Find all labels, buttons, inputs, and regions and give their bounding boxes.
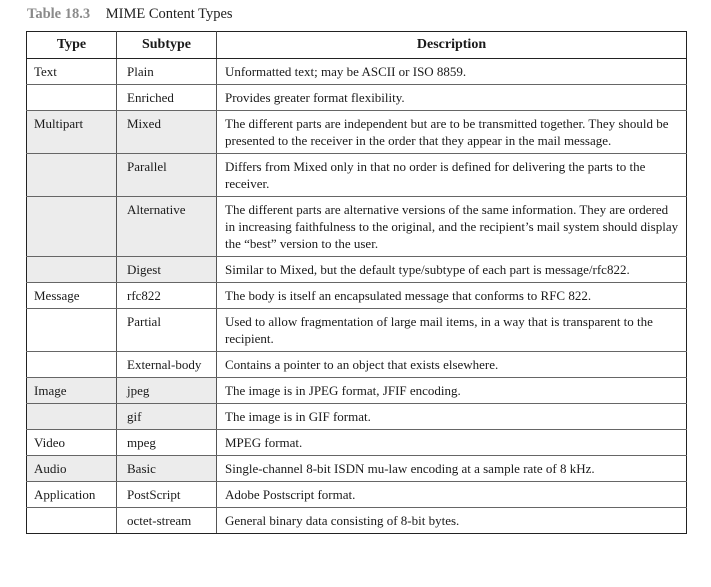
type-cell: Multipart bbox=[27, 111, 117, 154]
table-row bbox=[27, 197, 687, 257]
subtype-cell: Basic bbox=[117, 456, 217, 482]
table-row bbox=[27, 111, 687, 154]
description-cell: The different parts are alternative versions of the same information. They are ordered in increasing faithfulness to the original, and the recipient’s mail system should display the “best” version to the user. bbox=[217, 197, 687, 257]
description-cell: The image is in GIF format. bbox=[217, 404, 687, 430]
subtype-cell: External-body bbox=[117, 352, 217, 378]
table-row bbox=[27, 508, 687, 534]
type-cell: Text bbox=[27, 59, 117, 85]
table-row bbox=[27, 154, 687, 197]
subtype-cell: Enriched bbox=[117, 85, 217, 111]
subtype-cell: Parallel bbox=[117, 154, 217, 197]
table-row bbox=[27, 283, 687, 309]
description-cell: Single-channel 8-bit ISDN mu-law encoding at a sample rate of 8 kHz. bbox=[217, 456, 687, 482]
subtype-cell: Mixed bbox=[117, 111, 217, 154]
description-cell: Adobe Postscript format. bbox=[217, 482, 687, 508]
subtype-cell: octet-stream bbox=[117, 508, 217, 534]
table-caption bbox=[27, 6, 233, 23]
table-header-row bbox=[27, 32, 687, 59]
table-title: MIME Content Types bbox=[105, 6, 233, 22]
description-cell: Similar to Mixed, but the default type/subtype of each part is message/rfc822. bbox=[217, 257, 687, 283]
subtype-cell: PostScript bbox=[117, 482, 217, 508]
table-row bbox=[27, 352, 687, 378]
subtype-cell: mpeg bbox=[117, 430, 217, 456]
table-row bbox=[27, 309, 687, 352]
table-row bbox=[27, 85, 687, 111]
mime-content-types-table bbox=[26, 31, 687, 534]
type-cell: Audio bbox=[27, 456, 117, 482]
type-cell bbox=[27, 154, 117, 197]
type-cell bbox=[27, 309, 117, 352]
description-cell: Differs from Mixed only in that no order is defined for delivering the parts to the receiver. bbox=[217, 154, 687, 197]
header-subtype: Subtype bbox=[117, 32, 217, 59]
description-cell: Provides greater format flexibility. bbox=[217, 85, 687, 111]
subtype-cell: rfc822 bbox=[117, 283, 217, 309]
type-cell: Video bbox=[27, 430, 117, 456]
type-cell bbox=[27, 197, 117, 257]
table-row bbox=[27, 404, 687, 430]
subtype-cell: Alternative bbox=[117, 197, 217, 257]
subtype-cell: jpeg bbox=[117, 378, 217, 404]
description-cell: Contains a pointer to an object that exists elsewhere. bbox=[217, 352, 687, 378]
table-row bbox=[27, 257, 687, 283]
table-row bbox=[27, 59, 687, 85]
type-cell bbox=[27, 257, 117, 283]
table-row bbox=[27, 482, 687, 508]
description-cell: Unformatted text; may be ASCII or ISO 8859. bbox=[217, 59, 687, 85]
type-cell: Application bbox=[27, 482, 117, 508]
type-cell: Message bbox=[27, 283, 117, 309]
description-cell: MPEG format. bbox=[217, 430, 687, 456]
header-description: Description bbox=[217, 32, 687, 59]
table-row bbox=[27, 378, 687, 404]
description-cell: The different parts are independent but are to be transmitted together. They should be presented to the receiver in the order that they appear in the mail message. bbox=[217, 111, 687, 154]
subtype-cell: Plain bbox=[117, 59, 217, 85]
description-cell: General binary data consisting of 8-bit bytes. bbox=[217, 508, 687, 534]
type-cell bbox=[27, 85, 117, 111]
subtype-cell: gif bbox=[117, 404, 217, 430]
table-row bbox=[27, 456, 687, 482]
type-cell bbox=[27, 508, 117, 534]
header-type: Type bbox=[27, 32, 117, 59]
subtype-cell: Partial bbox=[117, 309, 217, 352]
description-cell: Used to allow fragmentation of large mail items, in a way that is transparent to the recipient. bbox=[217, 309, 687, 352]
type-cell bbox=[27, 352, 117, 378]
table-number: Table 18.3 bbox=[27, 6, 91, 22]
type-cell bbox=[27, 404, 117, 430]
type-cell: Image bbox=[27, 378, 117, 404]
subtype-cell: Digest bbox=[117, 257, 217, 283]
table-body bbox=[27, 59, 687, 534]
description-cell: The image is in JPEG format, JFIF encoding. bbox=[217, 378, 687, 404]
table-row bbox=[27, 430, 687, 456]
description-cell: The body is itself an encapsulated message that conforms to RFC 822. bbox=[217, 283, 687, 309]
